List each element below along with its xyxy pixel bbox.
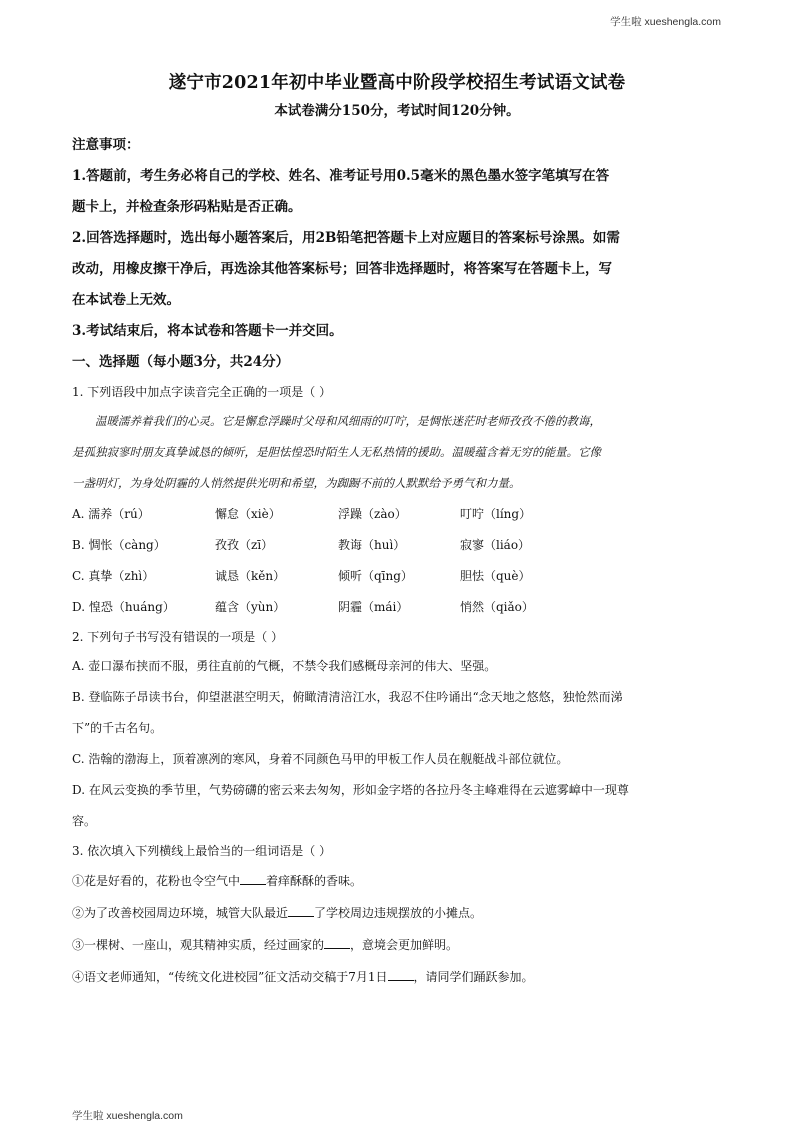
q3-sentence-1 [72, 865, 722, 897]
q2-option-d: D. 在风云变换的季节里，气势磅礴的密云来去匆匆，形如金字塔的各拉丹冬主峰难得在云遮雾嶂中一现尊 [72, 783, 629, 797]
option-word: 浮躁（zào） [338, 507, 407, 521]
option-word: 蕴含（yùn） [215, 600, 286, 614]
q2-option-b: B. 登临陈子昂读书台，仰望湛湛空明天，俯瞰清清涪江水，我忍不住吟诵出“念天地之悠悠，独怆然而涕 [72, 690, 623, 704]
answer-blank [324, 936, 350, 949]
notes-heading: 注意事项： [72, 137, 140, 153]
passage-line: 是孤独寂寥时朋友真挚诚恳的倾听，是胆怯惶恐时陌生人无私热情的援助。温暖蕴含着无穷的能量。它像 [72, 445, 601, 459]
option-word: B. 惆怅（càng） [72, 538, 166, 552]
sentence-part: 了学校周边违规摆放的小摊点。 [314, 906, 483, 920]
option-word: 悄然（qiǎo） [460, 600, 534, 614]
option-word: 孜孜（zī） [215, 538, 274, 552]
answer-blank [388, 968, 414, 981]
sentence-part: ③一棵树、一座山，观其精神实质，经过画家的 [72, 938, 325, 952]
answer-blank [288, 904, 314, 917]
sentence-part: ，请同学们踊跃参加。 [413, 970, 534, 984]
q1-option-b [72, 530, 722, 561]
option-word: A. 濡养（rú） [72, 507, 150, 521]
q3-sentence-4 [72, 961, 722, 993]
q2-option-d-cont: 容。 [72, 814, 97, 828]
note-line: 1.答题前，考生务必将自己的学校、姓名、准考证号用0.5毫米的黑色墨水签字笔填写在答 [72, 168, 610, 184]
option-word: 教诲（huì） [338, 538, 406, 552]
note-line: 在本试卷上无效。 [72, 292, 180, 308]
q3-sentence-3 [72, 929, 722, 961]
option-word: 懈怠（xiè） [215, 507, 281, 521]
sentence-part: ②为了改善校园周边环境，城管大队最近 [72, 906, 289, 920]
q2-option-c: C. 浩翰的渤海上，顶着凛冽的寒风，身着不同颜色马甲的甲板工作人员在舰艇战斗部位就位。 [72, 752, 569, 766]
question-3-stem: 3. 依次填入下列横线上最恰当的一组词语是（ ） [72, 844, 332, 858]
question-1-stem: 1. 下列语段中加点字读音完全正确的一项是（ ） [72, 385, 332, 399]
watermark-top: 学生啦 xueshengla.com [610, 16, 721, 28]
q3-sentence-2 [72, 897, 722, 929]
passage-line: 温暖濡养着我们的心灵。它是懈怠浮躁时父母和风细雨的叮咛，是惆怅迷茫时老师孜孜不倦的教诲， [95, 414, 601, 428]
option-word: D. 惶恐（huáng） [72, 600, 175, 614]
sentence-part: ①花是好看的，花粉也令空气中 [72, 874, 241, 888]
passage-line: 一盏明灯，为身处阴霾的人悄然提供光明和希望，为踟蹰不前的人默默给予勇气和力量。 [72, 476, 521, 490]
sentence-part: 着痒酥酥的香味。 [266, 874, 363, 888]
section-heading: 一、选择题（每小题3分，共24分） [72, 354, 290, 370]
option-word: 倾听（qīng） [338, 569, 413, 583]
note-line: 2.回答选择题时，选出每小题答案后，用2B铅笔把答题卡上对应题目的答案标号涂黑。如需 [72, 230, 620, 246]
option-word: 诚恳（kěn） [215, 569, 286, 583]
note-line: 改动，用橡皮擦干净后，再选涂其他答案标号；回答非选择题时，将答案写在答题卡上，写 [72, 261, 612, 277]
question-2-stem: 2. 下列句子书写没有错误的一项是（ ） [72, 630, 284, 644]
answer-blank [240, 872, 266, 885]
option-word: 寂寥（liáo） [460, 538, 531, 552]
sentence-part: ，意境会更加鲜明。 [350, 938, 459, 952]
q2-option-a: A. 壶口瀑布挟而不服，勇往直前的气概，不禁令我们感概母亲河的伟大、坚强。 [72, 659, 497, 673]
note-line: 3.考试结束后，将本试卷和答题卡一并交回。 [72, 323, 343, 339]
sentence-part: ④语文老师通知，“传统文化进校园”征文活动交稿于7月1日 [72, 970, 388, 984]
option-word: 胆怯（què） [460, 569, 531, 583]
q1-option-a [72, 499, 722, 530]
page-title: 遂宁市2021年初中毕业暨高中阶段学校招生考试语文试卷 [168, 73, 626, 93]
q2-option-b-cont: 下”的千古名句。 [72, 721, 163, 735]
note-line: 题卡上，并检查条形码粘贴是否正确。 [72, 199, 302, 215]
option-word: C. 真挚（zhì） [72, 569, 155, 583]
q1-option-c [72, 561, 722, 592]
option-word: 叮咛（líng） [460, 507, 532, 521]
option-word: 阴霾（mái） [338, 600, 409, 614]
page-subtitle: 本试卷满分150分，考试时间120分钟。 [274, 103, 520, 119]
q1-option-d [72, 592, 722, 623]
exam-page [72, 68, 722, 993]
watermark-bottom: 学生啦 xueshengla.com [72, 1110, 183, 1122]
